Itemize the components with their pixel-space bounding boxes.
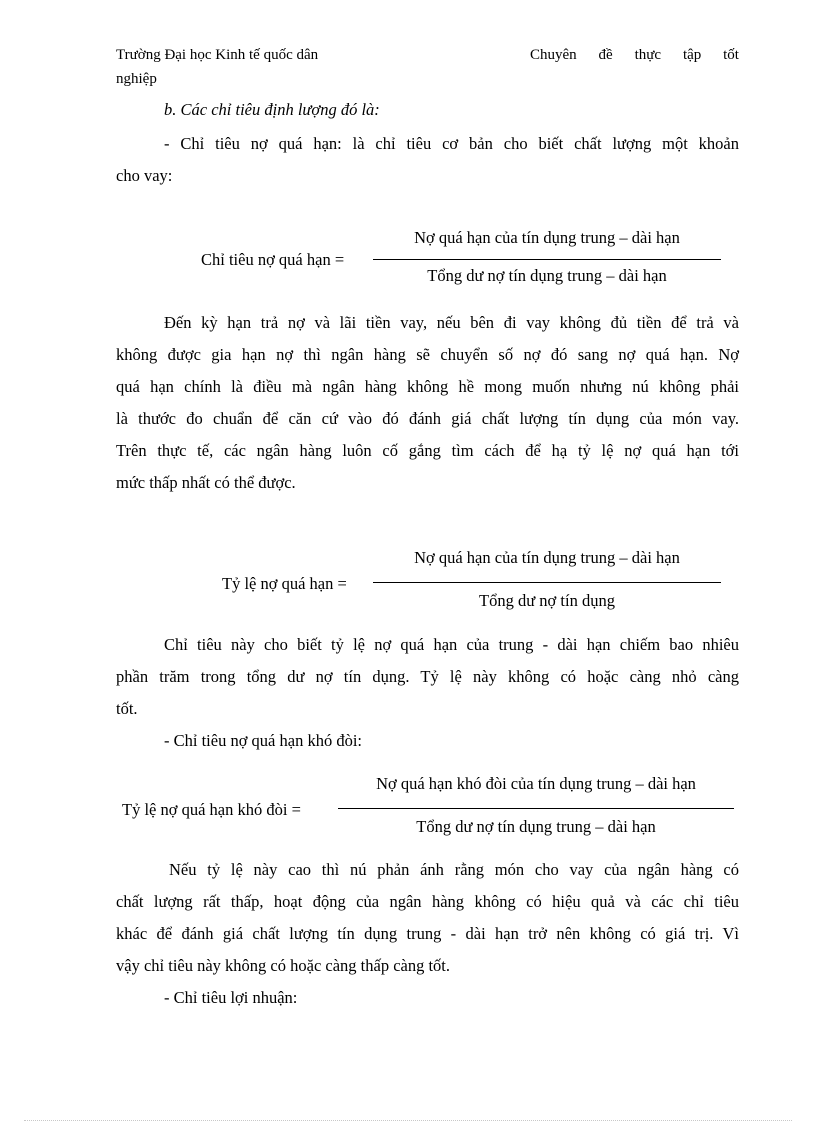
bullet-item: - Chỉ tiêu nợ quá hạn khó đòi: [164, 731, 362, 750]
paragraph-line: Đến kỳ hạn trả nợ và lãi tiền vay, nếu bên đi vay không đủ tiền để trả và [164, 313, 739, 332]
formula-numerator: Nợ quá hạn của tín dụng trung – dài hạn [414, 228, 680, 247]
header-right-word: Chuyên [530, 47, 577, 63]
paragraph-line: Nếu tỷ lệ này cao thì nú phản ánh rằng món cho vay của ngân hàng có [169, 860, 739, 879]
page-bottom-divider [24, 1120, 792, 1121]
paragraph-line: quá hạn chính là điều mà ngân hàng không hề mong muốn nhưng nú không phải [116, 377, 739, 396]
paragraph-line: - Chỉ tiêu nợ quá hạn: là chỉ tiêu cơ bản cho biết chất lượng một khoản [164, 134, 739, 153]
paragraph-line: mức thấp nhất có thể được. [116, 473, 296, 492]
paragraph-line: Trên thực tế, các ngân hàng luôn cố gắng tìm cách để hạ tỷ lệ nợ quá hạn tới [116, 441, 739, 460]
header-left-line1: Trường Đại học Kinh tế quốc dân [116, 47, 319, 63]
formula-label: Tỷ lệ nợ quá hạn khó đòi = [122, 800, 301, 819]
formula-label: Tỷ lệ nợ quá hạn = [222, 574, 347, 593]
formula-denominator: Tổng dư nợ tín dụng trung – dài hạn [416, 817, 656, 836]
paragraph-line: tốt. [116, 699, 138, 718]
paragraph-line: khác để đánh giá chất lượng tín dụng trung - dài hạn trở nên không có giá trị. Vì [116, 924, 739, 943]
formula-numerator: Nợ quá hạn khó đòi của tín dụng trung – dài hạn [376, 774, 696, 793]
paragraph-line: là thước đo chuẩn để căn cứ vào đó đánh giá chất lượng tín dụng của món vay. [116, 409, 739, 428]
formula-numerator: Nợ quá hạn của tín dụng trung – dài hạn [414, 548, 680, 567]
formula-denominator: Tổng dư nợ tín dụng trung – dài hạn [427, 266, 667, 285]
formula-denominator: Tổng dư nợ tín dụng [479, 591, 615, 610]
bullet-item: - Chỉ tiêu lợi nhuận: [164, 988, 298, 1007]
fraction-bar [373, 259, 721, 260]
paragraph-line: phần trăm trong tổng dư nợ tín dụng. Tỷ lệ này không có hoặc càng nhỏ càng [116, 667, 739, 686]
header-right-word: thực [634, 47, 662, 63]
formula-label: Chỉ tiêu nợ quá hạn = [201, 250, 345, 269]
header-right-word: tập [682, 47, 702, 63]
header-right [530, 44, 739, 66]
fraction-bar [373, 582, 721, 583]
paragraph-line: không được gia hạn nợ thì ngân hàng sẽ chuyển số nợ đó sang nợ quá hạn. Nợ [116, 345, 739, 364]
paragraph-line: chất lượng rất thấp, hoạt động của ngân hàng không có hiệu quả và các chỉ tiêu [116, 892, 739, 911]
paragraph-line: cho vay: [116, 166, 173, 185]
paragraph-line: vậy chỉ tiêu này không có hoặc càng thấp càng tốt. [116, 956, 451, 975]
header-right-word: đề [598, 47, 613, 63]
fraction-bar [338, 808, 734, 809]
section-heading: b. Các chỉ tiêu định lượng đó là: [164, 100, 380, 119]
header-right-word: tốt [723, 47, 739, 63]
paragraph-line: Chỉ tiêu này cho biết tỷ lệ nợ quá hạn của trung - dài hạn chiếm bao nhiêu [164, 635, 739, 654]
header-left-line2: nghiệp [116, 71, 157, 87]
